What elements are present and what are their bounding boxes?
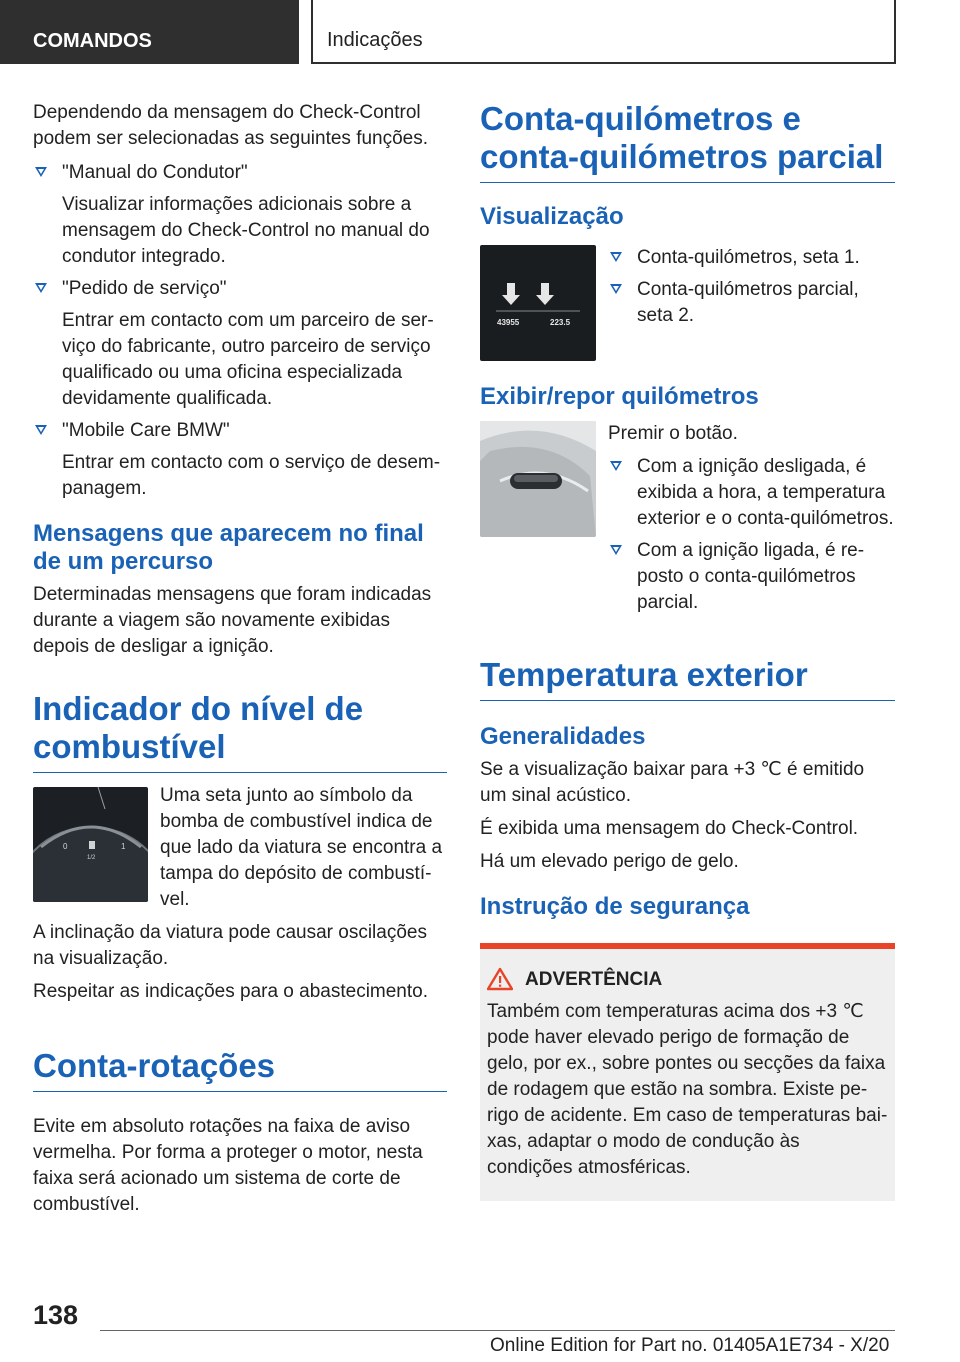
edition-text: Online Edition for Part no. 01405A1E734 - X/20: [490, 1335, 890, 1356]
option-description: Entrar em contacto com um parceiro de serviço do fabricante, outro parceiro de serviço qualificado ou uma oficina especializada devidamente qualificada.: [62, 310, 434, 409]
gauge-label-low: 0: [63, 842, 68, 851]
odometer-value: 43955: [497, 318, 520, 327]
chapter-tab: [311, 0, 896, 64]
footer-divider: [100, 1330, 895, 1331]
bullet-triangle-icon: [610, 252, 622, 262]
fuel-gauge-figure: [33, 787, 148, 902]
left-column: [33, 100, 447, 1225]
odometer-figure: [480, 245, 596, 361]
option-label: "Pedido de serviço": [62, 278, 227, 299]
intro-paragraph: Dependendo da mensagem do Check-Control podem ser selecionadas as seguintes funções.: [33, 102, 429, 149]
display-items-list: [608, 245, 895, 329]
warning-text: Também com temperaturas acima dos +3 ℃ pode haver elevado perigo de formação de gelo, por ex., sobre pontes ou secções da faixa de rodagem que estão na sombra. Existe perigo de acidente. Em caso de temperaturas baixas, adaptar o modo de condução às condições atmosféricas.: [487, 1001, 888, 1178]
fuel-figure-block: [33, 787, 447, 920]
rev-paragraph: Evite em absoluto rotações na faixa de aviso vermelha. Por forma a proteger o motor, nesta faixa será acionado um sistema de corte de combustível.: [33, 1116, 423, 1215]
temperature-heading: Temperatura exterior: [480, 656, 895, 701]
odometer-illustration: [480, 245, 596, 361]
page-number: 138: [33, 1300, 79, 1330]
list-item: [608, 538, 895, 616]
right-column: [480, 100, 895, 1201]
reset-figure-block: [480, 421, 895, 622]
general-heading: Generalidades: [480, 723, 646, 750]
general-paragraph-2: É exibida uma mensagem do Check-Control.: [480, 818, 859, 839]
option-label: "Manual do Condutor": [62, 162, 248, 183]
bullet-triangle-icon: [35, 283, 47, 293]
reset-items-list: [608, 454, 895, 616]
warning-header: [525, 969, 888, 991]
warning-box: [480, 943, 895, 1201]
warning-triangle-icon: [487, 967, 513, 997]
option-description: Visualizar informações adicionais sobre a mensagem do Check-Control no manual do condutor integrado.: [62, 194, 430, 267]
arrow-2-label: 2: [558, 287, 564, 297]
reset-button-figure: [480, 421, 596, 537]
arrow-1-label: 1: [517, 287, 523, 297]
fuel-paragraph: Uma seta junto ao símbolo da bomba de combustível indica de que lado da viatura se encontra a tampa do depósito de combustível.: [160, 787, 443, 910]
list-item: [33, 160, 447, 270]
option-label: "Mobile Care BMW": [62, 420, 230, 441]
bullet-triangle-icon: [35, 425, 47, 435]
fuel-paragraph-3: Respeitar as indicações para o abastecimento.: [33, 981, 429, 1002]
list-item: [608, 454, 895, 532]
display-heading: Visualização: [480, 203, 624, 230]
reset-item-text: Com a ignição ligada, é reposto o conta-quilómetros parcial.: [637, 540, 865, 613]
odometer-heading: Conta-quilómetros e conta-quilómetros parcial: [480, 100, 895, 183]
display-item-text: Conta-quilómetros parcial, seta 2.: [637, 279, 859, 326]
reset-button-illustration: [480, 421, 596, 537]
bullet-triangle-icon: [610, 284, 622, 294]
gauge-label-high: 1: [121, 842, 126, 851]
rev-heading: Conta-rotações: [33, 1047, 447, 1092]
fuel-heading: Indicador do nível de combustível: [33, 690, 447, 773]
warning-title: ADVERTÊNCIA: [525, 969, 663, 990]
function-options-list: [33, 160, 447, 502]
gauge-label-half: 1/2: [87, 855, 96, 861]
reset-item-text: Com a ignição desligada, é exibida a hora, a temperatura exterior e o conta-quilómetros.: [637, 456, 894, 529]
section-title: COMANDOS: [33, 30, 152, 52]
list-item: [608, 245, 895, 271]
list-item: [33, 276, 447, 412]
bullet-triangle-icon: [610, 545, 622, 555]
general-paragraph: Se a visualização baixar para +3 ℃ é emitido um sinal acústico.: [480, 759, 865, 806]
general-paragraph-3: Há um elevado perigo de gelo.: [480, 851, 739, 872]
list-item: [33, 418, 447, 502]
fuel-pump-icon: [89, 841, 95, 849]
reset-heading: Exibir/repor quilómetros: [480, 383, 759, 410]
display-figure-block: [480, 245, 895, 365]
bullet-triangle-icon: [35, 167, 47, 177]
fuel-paragraph-2: A inclinação da viatura pode causar oscilações na visualização.: [33, 922, 427, 969]
fuel-gauge-illustration: [33, 787, 148, 902]
trip-value: 223.5: [550, 318, 571, 327]
display-item-text: Conta-quilómetros, seta 1.: [637, 247, 860, 268]
bullet-triangle-icon: [610, 461, 622, 471]
section-tab: [0, 0, 299, 64]
reset-intro: Premir o botão.: [608, 423, 738, 444]
list-item: [608, 277, 895, 329]
chapter-title: Indicações: [327, 29, 423, 51]
safety-heading: Instrução de segurança: [480, 893, 750, 920]
option-description: Entrar em contacto com o serviço de desempanagem.: [62, 452, 441, 499]
end-trip-heading: Mensagens que aparecem no final de um percurso: [33, 520, 424, 575]
end-trip-paragraph: Determinadas mensagens que foram indicadas durante a viagem são novamente exibidas depois de desligar a ignição.: [33, 584, 432, 657]
